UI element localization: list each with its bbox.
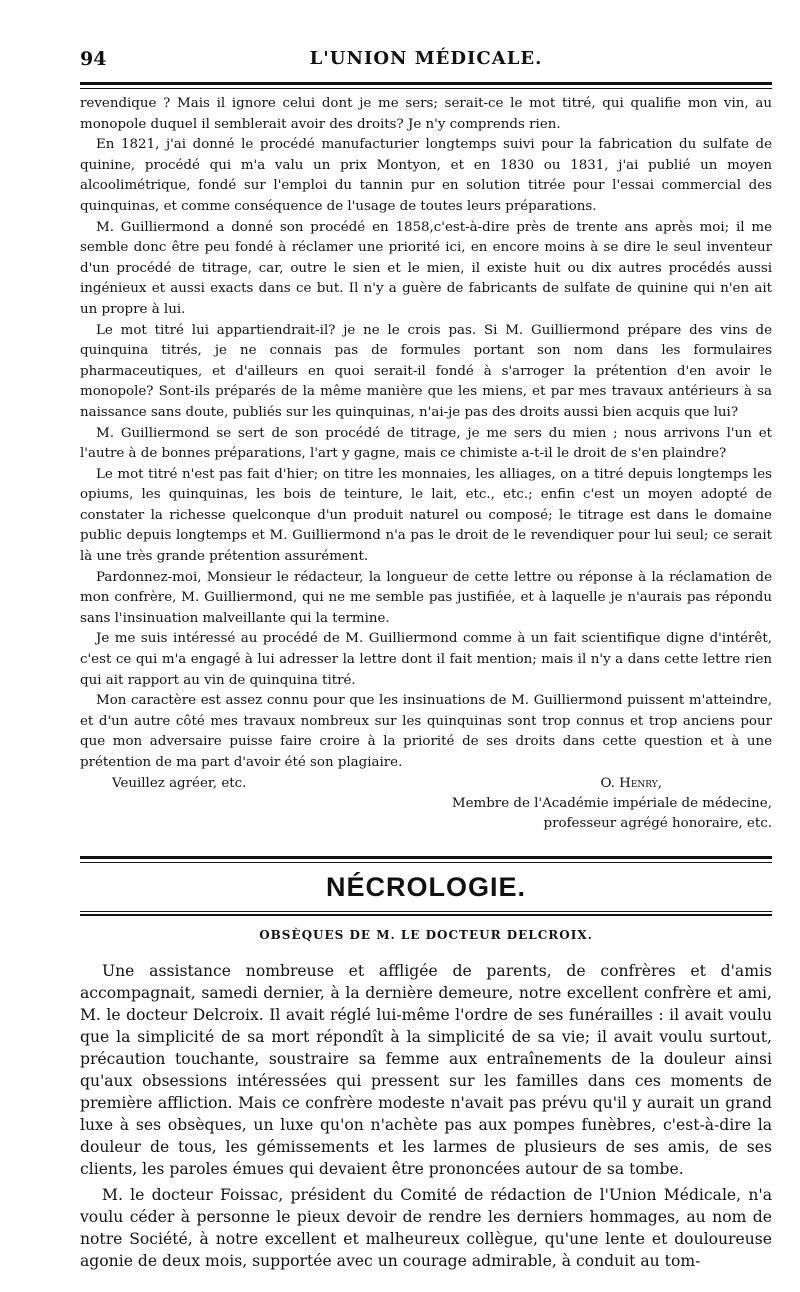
letter-paragraph: revendique ? Mais il ignore celui dont je me sers; serait-ce le mot titré, qui qualifie mon vin, au monopole duquel il semblerait avoir des droits? Je n'y comprends rien.	[80, 96, 772, 132]
letter-paragraph: Le mot titré n'est pas fait d'hier; on titre les monnaies, les alliages, on a titré depuis longtemps les opiums, les quinquinas, les bois de teinture, le lait, etc., etc.; enfin c'est un moyen adopté de constater la richesse quelconque d'un produit naturel ou composé; le titrage est dans le domaine public depuis longtemps et M. Guilliermond n'a pas le droit de le revendiquer pour lui seul; ce serait là une très grande prétention assurément.	[80, 466, 772, 565]
signer-titles	[80, 794, 772, 834]
letter-body	[80, 94, 772, 834]
obituary-body	[80, 960, 772, 1276]
letter-paragraph: En 1821, j'ai donné le procédé manufacturier longtemps suivi pour la fabrication du sulfate de quinine, procédé qui m'a valu un prix Montyon, et en 1830 ou 1831, j'ai publié un moyen alcoolimétrique, fondé sur l'emploi du tannin pur en solution titrée pour l'essai commercial des quinquinas, et comme conséquence de l'usage de toutes leurs préparations.	[80, 137, 772, 214]
signer-title-line: professeur agrégé honoraire, etc.	[543, 816, 772, 832]
section-title: NÉCROLOGIE.	[325, 872, 526, 902]
letter-paragraph: Je me suis intéressé au procédé de M. Guilliermond comme à un fait scientifique digne d'intérêt, c'est ce qui m'a engagé à lui adresser la lettre dont il fait mention; mais il n'y a dans cette lettre rien qui ait rapport au vin de quinquina titré.	[80, 631, 772, 688]
obituary-paragraph: Une assistance nombreuse et affligée de parents, de confrères et d'amis accompagnait, samedi dernier, à la dernière demeure, notre excellent confrère et ami, M. le docteur Delcroix. Il avait réglé lui-même l'ordre de ses funérailles : il avait voulu que la simplicité de sa mort répondît à la simplicité de sa vie; il avait voulu surtout, précaution touchante, soustraire sa femme aux entraînements de la douleur ainsi qu'aux obsessions intéressées qui pressent sur les familles dans ces moments de première affliction. Mais ce confrère modeste n'avait pas prévu qu'il y aurait un grand luxe à ses obsèques, un luxe qu'on n'achète pas aux pompes funèbres, c'est-à-dire la douleur de tous, les gémissements et les larmes de plusieurs de ses amis, de ses clients, les paroles émues qui devaient être prononcées autour de sa tombe.	[80, 962, 772, 1178]
page-header	[80, 48, 772, 76]
section-rule-top-thin	[80, 862, 772, 863]
section-rule-bottom-thin	[80, 911, 772, 912]
letter-signoff	[80, 774, 772, 795]
obituary-paragraph: M. le docteur Foissac, président du Comité de rédaction de l'Union Médicale, n'a voulu céder à personne le pieux devoir de rendre les derniers hommages, au nom de notre Société, à notre excellent et malheureux collègue, qu'une lente et douloureuse agonie de deux mois, supportée avec un courage admirable, à conduit au tom-	[80, 1186, 772, 1270]
letter-paragraph: Le mot titré lui appartiendrait-il? je ne le crois pas. Si M. Guilliermond prépare des vins de quinquina titrés, je ne connais pas de formules portant son nom dans les formulaires pharmaceutiques, et d'ailleurs en quoi serait-il fondé à s'arroger la prétention d'en avoir le monopole? Sont-ils préparés de la même manière que les miens, et par mes travaux antérieurs à sa naissance sans doute, publiés sur les quinquinas, n'ai-je pas des droits aussi bien acquis que lui?	[80, 322, 772, 420]
page-number: 94	[80, 48, 107, 70]
section-rule-top-thick	[80, 856, 772, 859]
running-title: L'UNION MÉDICALE.	[309, 48, 543, 69]
section-rule-bottom-thick	[80, 914, 772, 916]
header-rule-thin	[80, 88, 772, 89]
letter-paragraph: M. Guilliermond se sert de son procédé de titrage, je me sers du mien ; nous arrivons l'un et l'autre à de bonnes préparations, l'art y gagne, mais ce chimiste a-t-il le droit de s'en plaindre?	[80, 425, 772, 462]
letter-paragraph: Mon caractère est assez connu pour que les insinuations de M. Guilliermond puissent m'atteindre, et d'un autre côté mes travaux nombreux sur les quinquinas sont trop connus et trop anciens pour que mon adversaire puisse faire croire à la priorité de ses droits dans cette question et à une prétention de ma part d'avoir été son plagiaire.	[80, 693, 772, 770]
letter-paragraph: Pardonnez-moi, Monsieur le rédacteur, la longueur de cette lettre ou réponse à la réclamation de mon confrère, M. Guilliermond, qui ne me semble pas justifiée, et à laquelle je n'aurais pas répondu sans l'insinuation malveillante qui la termine.	[80, 569, 772, 626]
signer-title-line: Membre de l'Académie impériale de médecine,	[451, 796, 772, 812]
letter-signer: O. Henry,	[600, 775, 662, 791]
letter-closing: Veuillez agréer, etc.	[112, 775, 247, 791]
header-rule-thick	[80, 82, 772, 85]
section-subheading: OBSÈQUES DE M. LE DOCTEUR DELCROIX.	[259, 928, 593, 942]
letter-paragraph: M. Guilliermond a donné son procédé en 1858,c'est-à-dire près de trente ans après moi; il me semble donc être peu fondé à réclamer une priorité ici, en encore moins à se dire le seul inventeur d'un procédé de titrage, car, outre le sien et le mien, il existe huit ou dix autres procédés aussi ingénieux et aussi exacts dans ce but. Il n'y a guère de fabricants de sulfate de quinine qui n'en ait un propre à lui.	[80, 219, 772, 317]
